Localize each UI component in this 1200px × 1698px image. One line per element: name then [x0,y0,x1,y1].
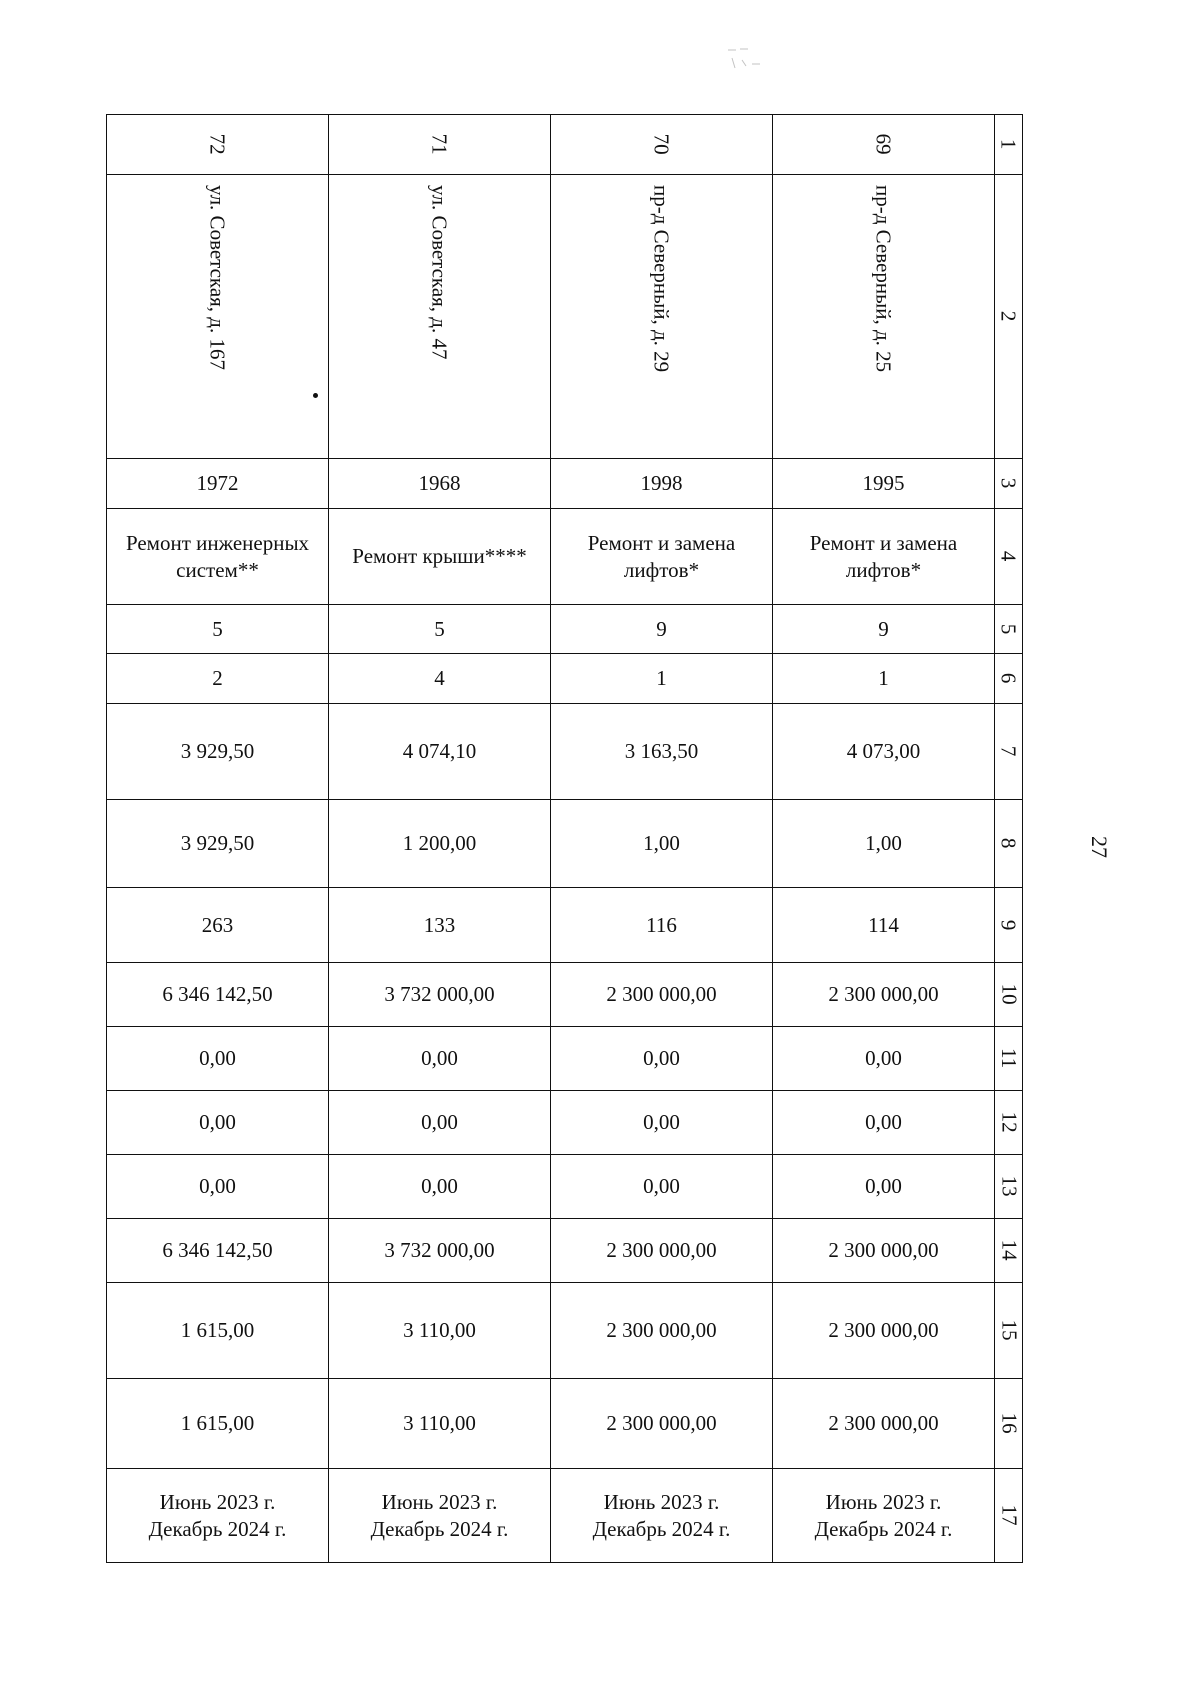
row-number-cell: 9 [995,888,1023,963]
value-cell: 5 [329,605,551,654]
page-number: 27 [1087,836,1112,858]
table-row [107,459,1023,509]
house-number-cell: 69 [773,115,995,175]
period-end: Декабрь 2024 г. [814,1516,953,1541]
year-cell: 1968 [329,459,551,509]
scan-artifact-mark [726,46,766,76]
house-number-cell: 72 [107,115,329,175]
value-cell: 6 346 142,50 [107,1219,329,1283]
value-cell: 3 110,00 [329,1379,551,1469]
ink-dot [313,393,318,398]
address-text: пр-д Северный, д. 25 [871,185,896,373]
value-cell: 4 [329,654,551,704]
year-cell: 1995 [773,459,995,509]
value-cell: 0,00 [107,1027,329,1091]
value-cell: 4 074,10 [329,704,551,800]
value-cell: 2 300 000,00 [773,1283,995,1379]
value-cell: 2 300 000,00 [551,1283,773,1379]
value-cell: 133 [329,888,551,963]
value-cell: 0,00 [329,1155,551,1219]
row-number-cell: 1 [995,115,1023,175]
value-cell: 2 300 000,00 [773,1379,995,1469]
table-row [107,1091,1023,1155]
row-number-cell: 7 [995,704,1023,800]
row-number-cell: 4 [995,509,1023,605]
value-cell: 2 300 000,00 [551,1379,773,1469]
address-text: ул. Советская, д. 167 [205,185,230,370]
house-number-cell: 71 [329,115,551,175]
value-cell: 9 [773,605,995,654]
table-row [107,800,1023,888]
value-cell: 0,00 [773,1155,995,1219]
value-cell: 3 929,50 [107,800,329,888]
period-end: Декабрь 2024 г. [370,1516,509,1541]
value-cell: 3 732 000,00 [329,963,551,1027]
value-cell: 2 300 000,00 [773,1219,995,1283]
address-text: пр-д Северный, д. 29 [649,185,674,373]
row-number-cell: 10 [995,963,1023,1027]
value-cell: 0,00 [773,1027,995,1091]
value-cell: 1,00 [551,800,773,888]
row-number-cell: 8 [995,800,1023,888]
address-cell [107,175,329,459]
value-cell: 3 163,50 [551,704,773,800]
year-cell: 1972 [107,459,329,509]
table-row [107,175,1023,459]
value-cell: 3 732 000,00 [329,1219,551,1283]
row-number-cell: 16 [995,1379,1023,1469]
address-cell [329,175,551,459]
value-cell: 2 [107,654,329,704]
value-cell: 1 [551,654,773,704]
value-cell: 6 346 142,50 [107,963,329,1027]
value-cell: 116 [551,888,773,963]
table-row [107,704,1023,800]
table-row [107,1219,1023,1283]
row-number-cell: 6 [995,654,1023,704]
table-row [107,1469,1023,1563]
table-row [107,509,1023,605]
value-cell: 0,00 [329,1091,551,1155]
value-cell: 0,00 [329,1027,551,1091]
value-cell: 0,00 [107,1155,329,1219]
row-number-cell: 2 [995,175,1023,459]
work-type-cell: Ремонт и замена лифтов* [773,509,995,605]
value-cell: 1 615,00 [107,1283,329,1379]
period-start: Июнь 2023 г. [825,1490,942,1515]
value-cell: 1,00 [773,800,995,888]
table-row [107,115,1023,175]
row-number-cell: 14 [995,1219,1023,1283]
value-cell: 0,00 [551,1091,773,1155]
value-cell: 0,00 [551,1027,773,1091]
house-number-cell: 70 [551,115,773,175]
row-number-cell: 3 [995,459,1023,509]
period-start: Июнь 2023 г. [381,1490,498,1515]
work-type-cell: Ремонт крыши**** [329,509,551,605]
table-row [107,963,1023,1027]
table-row [107,605,1023,654]
value-cell: 114 [773,888,995,963]
row-number-cell: 12 [995,1091,1023,1155]
value-cell: 3 929,50 [107,704,329,800]
period-cell [107,1469,329,1563]
table-row [107,1155,1023,1219]
table-row [107,654,1023,704]
value-cell: 0,00 [107,1091,329,1155]
period-cell [773,1469,995,1563]
value-cell: 2 300 000,00 [551,1219,773,1283]
period-end: Декабрь 2024 г. [592,1516,731,1541]
value-cell: 0,00 [551,1155,773,1219]
period-end: Декабрь 2024 г. [148,1516,287,1541]
value-cell: 3 110,00 [329,1283,551,1379]
value-cell: 263 [107,888,329,963]
value-cell: 0,00 [773,1091,995,1155]
address-cell [773,175,995,459]
period-cell [551,1469,773,1563]
period-start: Июнь 2023 г. [603,1490,720,1515]
address-text: ул. Советская, д. 47 [427,185,452,360]
table-row [107,1379,1023,1469]
row-number-cell: 5 [995,605,1023,654]
work-type-cell: Ремонт и замена лифтов* [551,509,773,605]
capital-repair-table [106,114,1023,1563]
row-number-cell: 17 [995,1469,1023,1563]
row-number-cell: 11 [995,1027,1023,1091]
table-row [107,1283,1023,1379]
year-cell: 1998 [551,459,773,509]
value-cell: 1 [773,654,995,704]
table-row [107,1027,1023,1091]
period-start: Июнь 2023 г. [159,1490,276,1515]
row-number-cell: 15 [995,1283,1023,1379]
work-type-cell: Ремонт инженерных систем** [107,509,329,605]
value-cell: 2 300 000,00 [551,963,773,1027]
value-cell: 1 200,00 [329,800,551,888]
value-cell: 1 615,00 [107,1379,329,1469]
table-row [107,888,1023,963]
value-cell: 4 073,00 [773,704,995,800]
address-cell [551,175,773,459]
period-cell [329,1469,551,1563]
value-cell: 5 [107,605,329,654]
value-cell: 2 300 000,00 [773,963,995,1027]
value-cell: 9 [551,605,773,654]
row-number-cell: 13 [995,1155,1023,1219]
